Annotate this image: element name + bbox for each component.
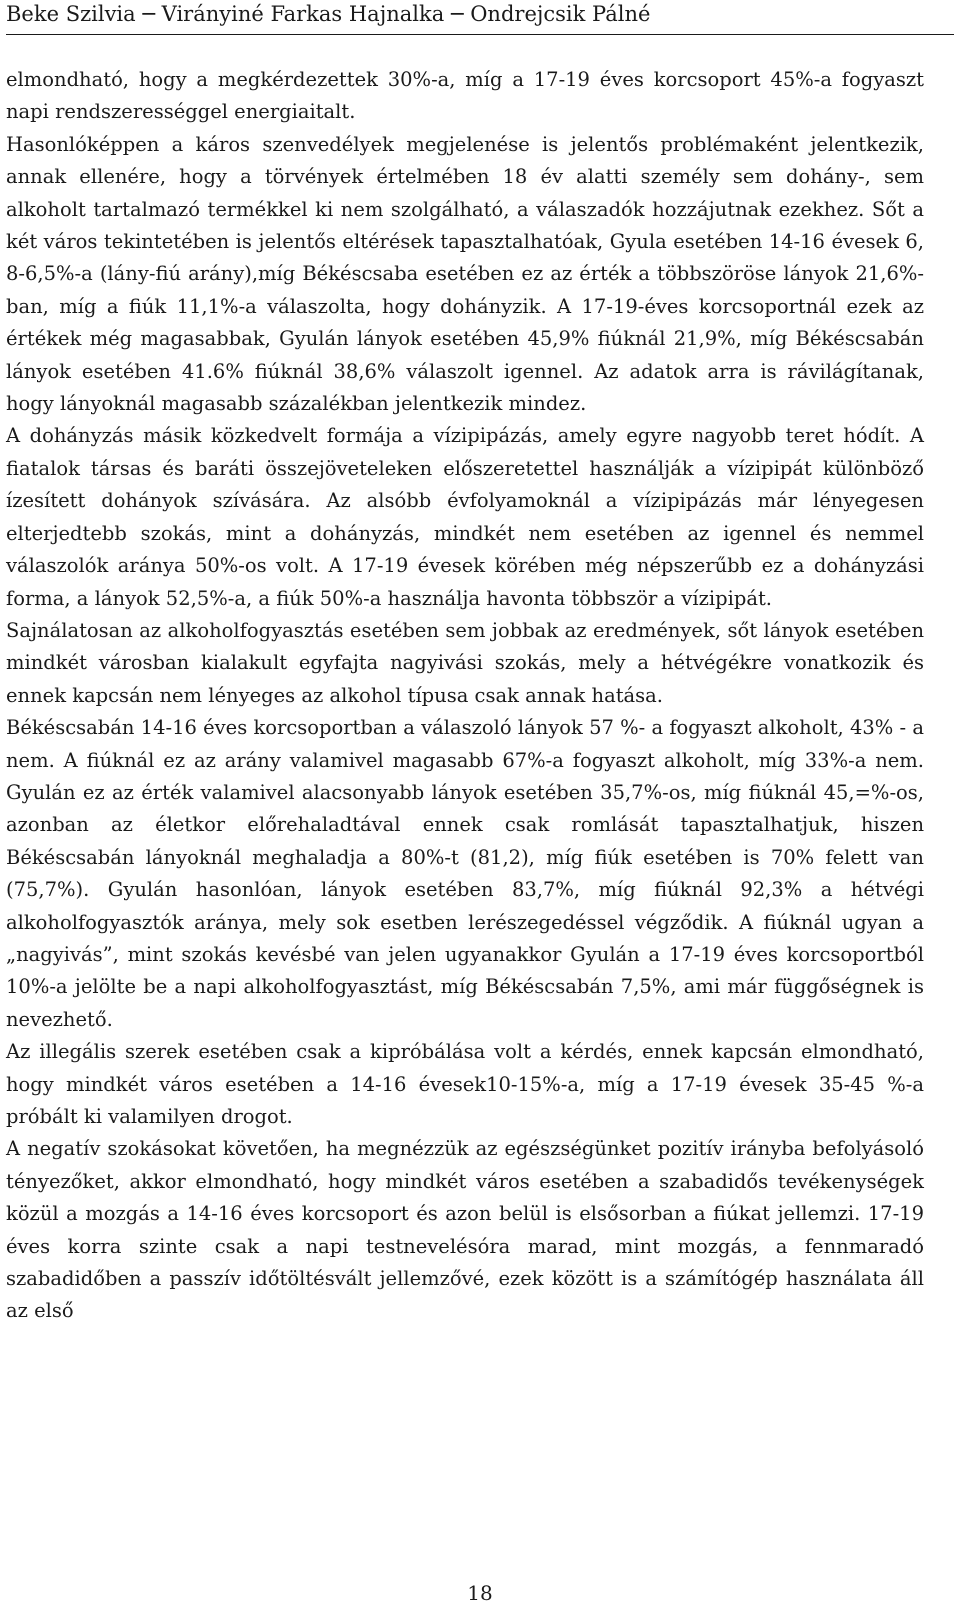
- page-number: 18: [467, 1581, 493, 1605]
- paragraph-alcohol-data: Békéscsabán 14-16 éves korcsoportban a válaszoló lányok 57 %- a fogyaszt alkoholt, 43% - a nem. A fiúknál ez az arány valamivel magasabb 67%-a fogyaszt alkoholt, míg 33%-a nem. Gyulán ez az érték valamivel alacsonyabb lányok esetében 35,7%-os, míg fiúknál 45,=%-os, azonban az életkor előrehaladtával ennek csak romlását tapasztalhatjuk, hiszen Békéscsabán lányoknál meghaladja a 80%-t (81,2), míg fiúk esetében is 70% felett van (75,7%). Gyulán hasonlóan, lányok esetében 83,7%, míg fiúknál 92,3% a hétvégi alkoholfogyasztók aránya, mely sok esetben lerészegedéssel végződik. A fiúknál ugyan a „nagyivás”, mint szokás kevésbé van jelen ugyanakkor Gyulán a 17-19 éves korcsoportból 10%-a jelölte be a napi alkoholfogyasztást, míg Békéscsabán 7,5%, ami már függőségnek is nevezhető.: [6, 716, 924, 1031]
- body-text: [6, 64, 924, 1328]
- running-header-text: Beke Szilvia ─ Virányiné Farkas Hajnalka ─ Ondrejcsik Pálné: [6, 2, 651, 26]
- paragraph-hookah: A dohányzás másik közkedvelt formája a vízipipázás, amely egyre nagyobb teret hódít. A fiatalok társas és baráti összejöveteleken előszeretettel használják a vízipipát különböző ízesített dohányok szívására. Az alsóbb évfolyamoknál a vízipipázás már lényegesen elterjedtebb szokás, mint a dohányzás, mindkét nem esetében az igennel és nemmel válaszolók aránya 50%-os volt. A 17-19 évesek körében még népszerűbb ez a dohányzási forma, a lányok 52,5%-a, a fiúk 50%-a használja havonta többször a vízipipát.: [6, 424, 924, 610]
- paragraph-leisure: A negatív szokásokat követően, ha megnézzük az egészségünket pozitív irányba befolyásoló tényezőket, akkor elmondható, hogy mindkét város esetében a szabadidős tevékenységek közül a mozgás a 14-16 éves korcsoport és azon belül is elsősorban a fiúkat jellemzi. 17-19 éves korra szinte csak a napi testnevelésóra marad, mint mozgás, a fennmaradó szabadidőben a passzív időtöltésvált jellemzővé, ezek között is a számítógép használata áll az első: [6, 1137, 924, 1323]
- paragraph-illegal-drugs: Az illegális szerek esetében csak a kipróbálása volt a kérdés, ennek kapcsán elmondható, hogy mindkét város esetében a 14-16 évesek10-15%-a, míg a 17-19 évesek 35-45 %-a próbált ki valamilyen drogot.: [6, 1040, 924, 1128]
- paragraph-alcohol-intro: Sajnálatosan az alkoholfogyasztás esetében sem jobbak az eredmények, sőt lányok esetében mindkét városban kialakult egyfajta nagyivási szokás, mely a hétvégékre vonatkozik és ennek kapcsán nem lényeges az alkohol típusa csak annak hatása.: [6, 618, 924, 707]
- paragraph-smoking: Hasonlóképpen a káros szenvedélyek megjelenése is jelentős problémaként jelentkezik, annak ellenére, hogy a törvények értelmében 18 év alatti személy sem dohány-, sem alkoholt tartalmazó termékkel ki nem szolgálható, a válaszadók hozzájutnak ezekhez. Sőt a két város tekintetében is jelentős eltérések tapasztalhatóak, Gyula esetében 14-16 évesek 6, 8-6,5%-a (lány-fiú arány),míg Békéscsaba esetében ez az érték a többszöröse lányok 21,6%-ban, míg a fiúk 11,1%-a válaszolta, hogy dohányzik. A 17-19-éves korcsoportnál ezek az értékek még magasabbak, Gyulán lányok esetében 45,9% fiúknál 21,9%, míg Békéscsabán lányok esetében 41.6% fiúknál 38,6% válaszolt igennel. Az adatok arra is rávilágítanak, hogy lányoknál magasabb százalékban jelentkezik mindez.: [6, 132, 924, 416]
- paragraph-energy-drinks: elmondható, hogy a megkérdezettek 30%-a, míg a 17-19 éves korcsoport 45%-a fogyaszt napi rendszerességgel energiaitalt.: [6, 68, 924, 124]
- running-header: [6, 0, 954, 35]
